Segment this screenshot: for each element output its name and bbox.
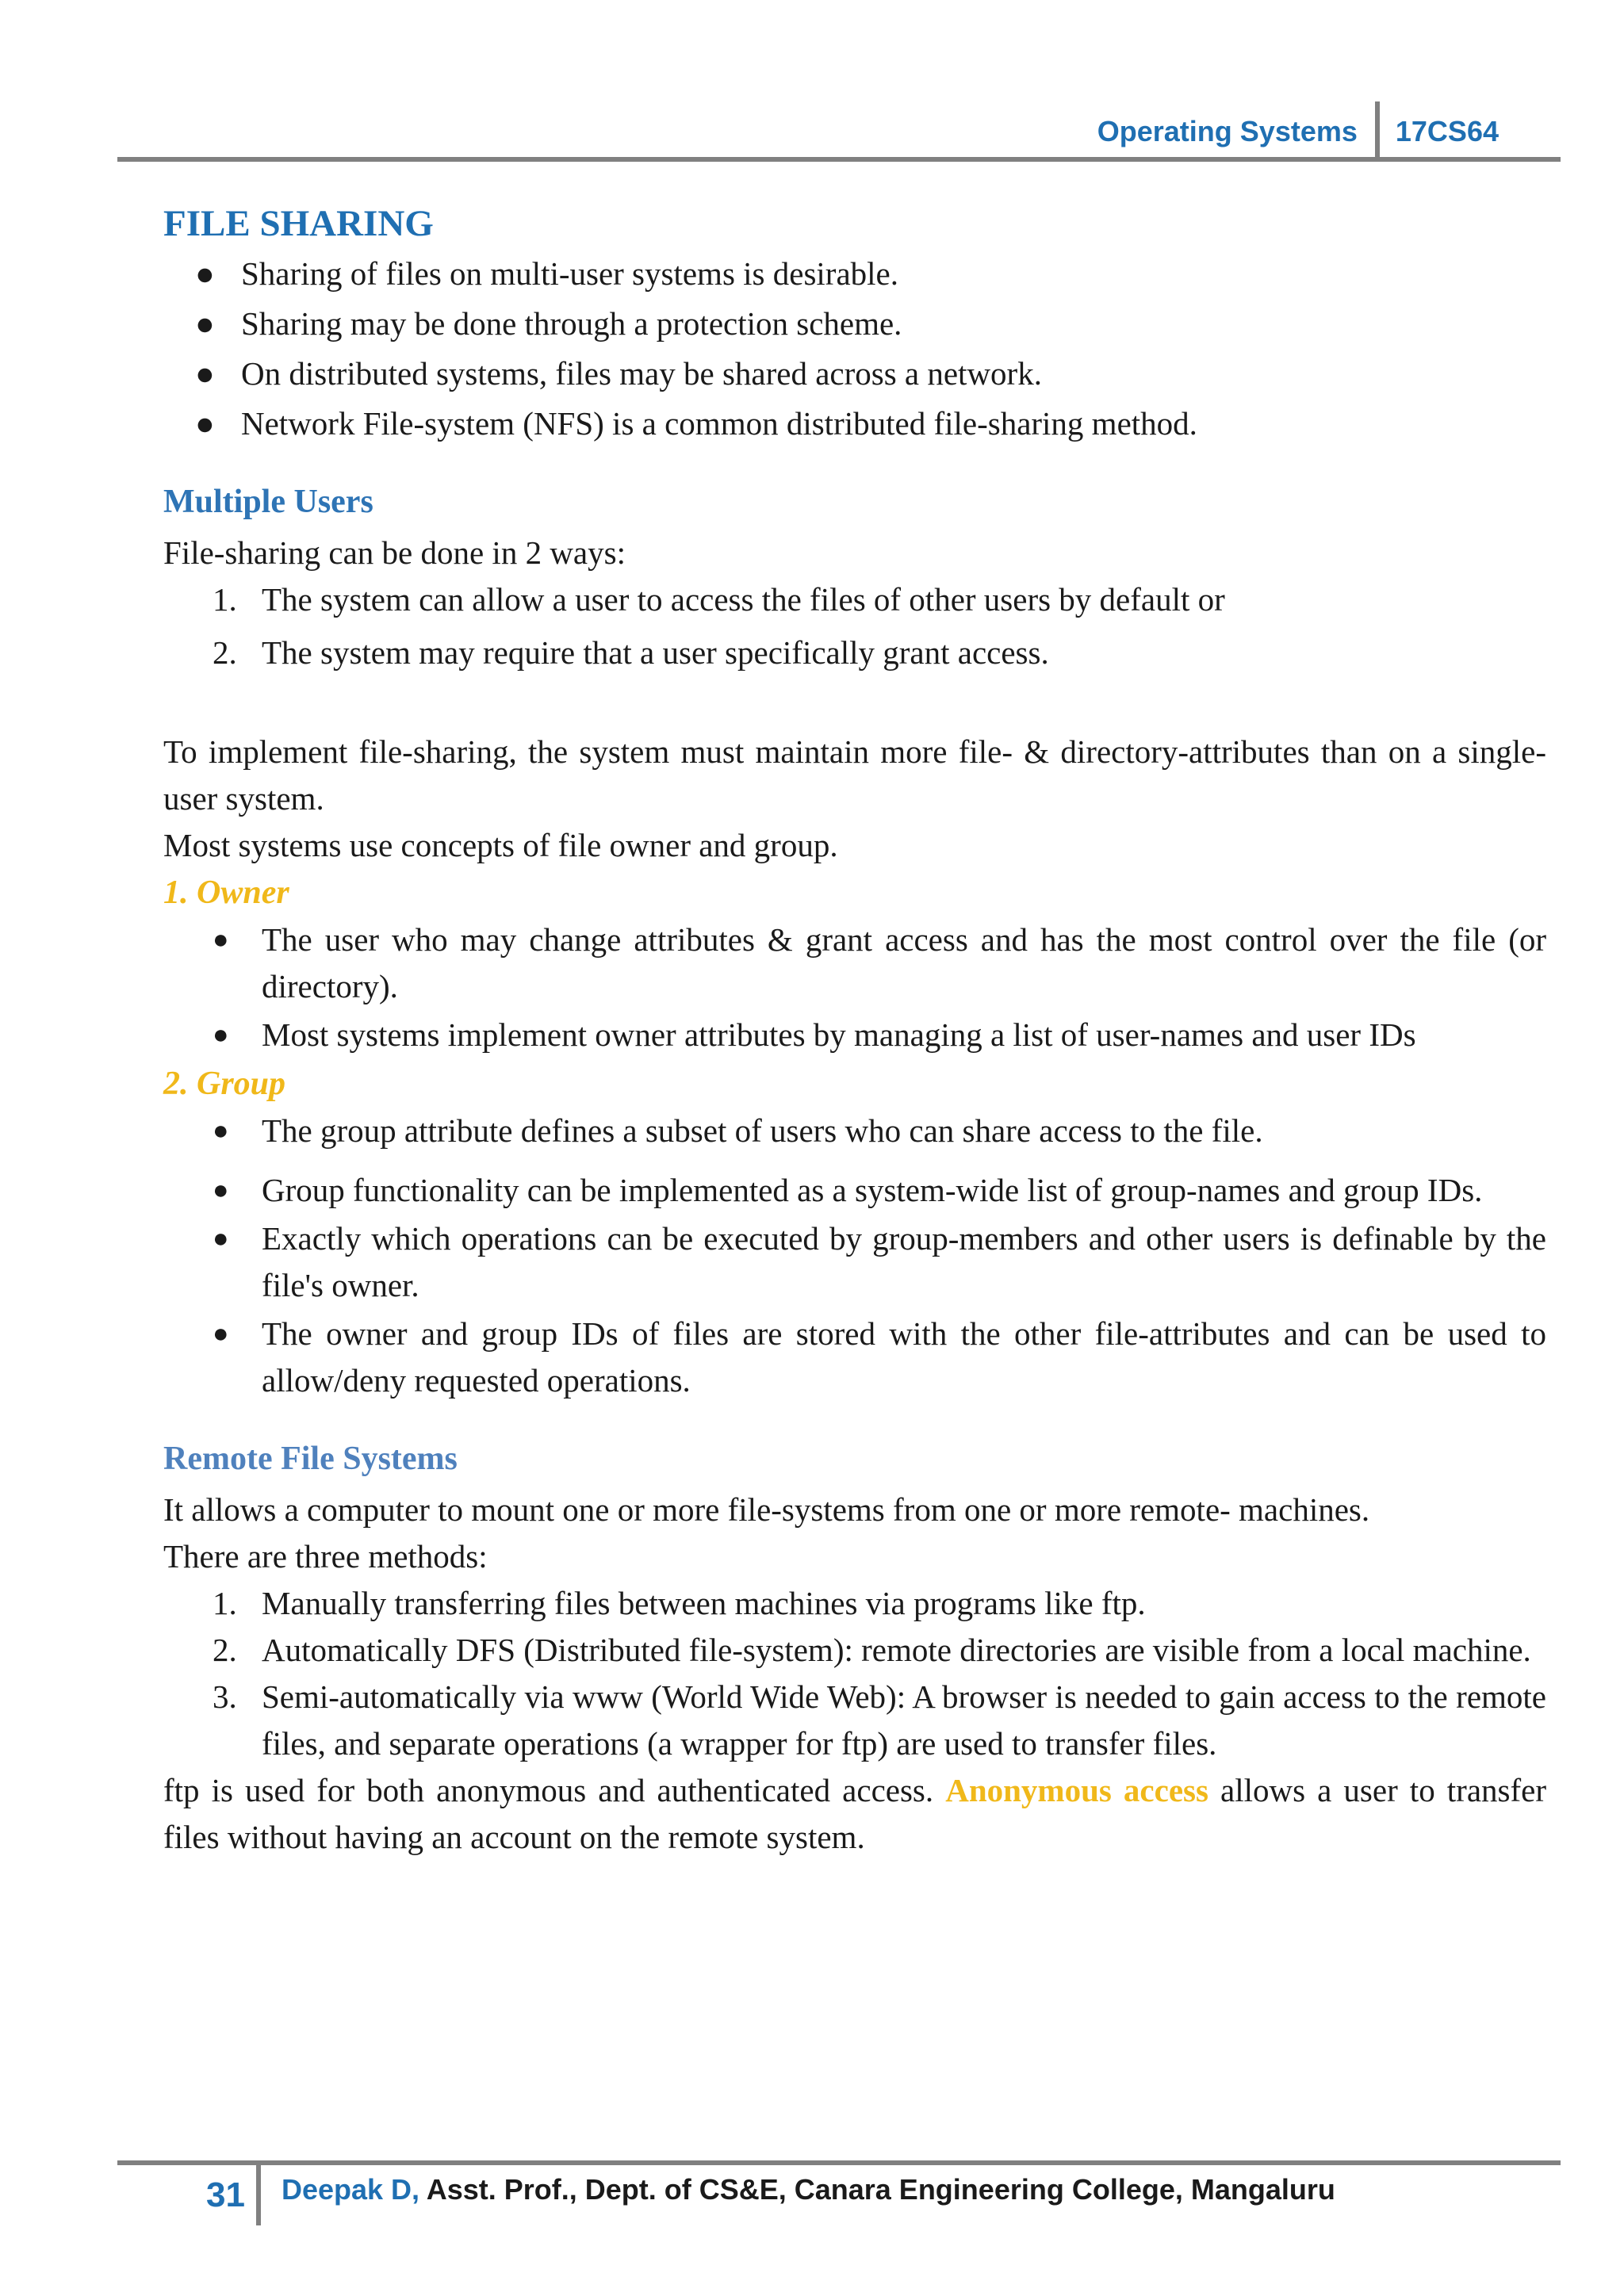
page-number: 31 [206,2175,245,2214]
owner-bullet-list [163,916,1546,1058]
sharing-ways-list [163,576,1546,676]
list-item: 2. Automatically DFS (Distributed file-system): remote directories are visible from a local machine. [213,1632,1531,1668]
owner-heading: 1. Owner [163,874,289,911]
list-item: ● The owner and group IDs of files are stored with the other file-attributes and can be used to allow/deny requested operations. [213,1315,1546,1399]
section-title: FILE SHARING [163,203,434,244]
page-content [163,198,1546,1861]
list-item: ● Most systems implement owner attributes by managing a list of user-names and user IDs [213,1016,1416,1053]
group-heading: 2. Group [163,1066,286,1102]
list-item: ● Network File-system (NFS) is a common distributed file-sharing method. [195,405,1197,442]
remote-methods-list [163,1580,1546,1767]
course-name: Operating Systems [1097,115,1358,147]
anonymous-access-highlight: Anonymous access [945,1772,1208,1808]
footer-separator [256,2165,261,2225]
header-separator [1375,101,1380,162]
list-item: 3. Semi-automatically via www (World Wide Web): A browser is needed to gain access to the remote files, and separate operations (a wrapper for ftp) are used to transfer files. [213,1678,1546,1762]
list-item: ● The group attribute defines a subset of users who can share access to the file. [213,1112,1263,1149]
owner-group-paragraph: Most systems use concepts of file owner and group. [163,827,838,863]
course-code: 17CS64 [1395,115,1499,147]
ftp-paragraph: ftp is used for both anonymous and authenticated access. Anonymous access allows a user to transfer files without having an account on the remote system. [163,1772,1546,1855]
list-item: 2. The system may require that a user specifically grant access. [213,634,1049,671]
list-item: ● The user who may change attributes & grant access and has the most control over the file (or directory). [213,921,1546,1004]
multiple-users-lead: File-sharing can be done in 2 ways: [163,534,626,571]
author-name: Deepak D, [281,2173,420,2206]
footer-credit [282,2173,1335,2206]
group-bullet-list [163,1108,1546,1404]
page-header [1097,101,1499,162]
list-item: ● Sharing of files on multi-user systems is desirable. [195,255,898,292]
attributes-paragraph: To implement file-sharing, the system must maintain more file- & directory-attributes than on a single-user system. [163,733,1546,817]
header-rule [117,157,1561,162]
list-item: ● Sharing may be done through a protection scheme. [195,305,902,342]
remote-fs-heading: Remote File Systems [163,1441,458,1477]
remote-fs-lead: It allows a computer to mount one or more file-systems from one or more remote- machines. [163,1491,1370,1528]
author-affiliation: Asst. Prof., Dept. of CS&E, Canara Engineering College, Mangaluru [419,2173,1335,2206]
list-item: 1. The system can allow a user to access the files of other users by default or [213,581,1225,618]
list-item: ● Group functionality can be implemented as a system-wide list of group-names and group IDs. [213,1172,1483,1208]
page-footer [206,2165,1335,2225]
intro-bullet-list [163,251,1546,447]
multiple-users-heading: Multiple Users [163,484,373,520]
list-item: 1. Manually transferring files between machines via programs like ftp. [213,1585,1146,1621]
remote-fs-lead-2: There are three methods: [163,1538,488,1575]
list-item: ● On distributed systems, files may be shared across a network. [195,355,1042,392]
list-item: ● Exactly which operations can be executed by group-members and other users is definable by the file's owner. [213,1220,1546,1303]
